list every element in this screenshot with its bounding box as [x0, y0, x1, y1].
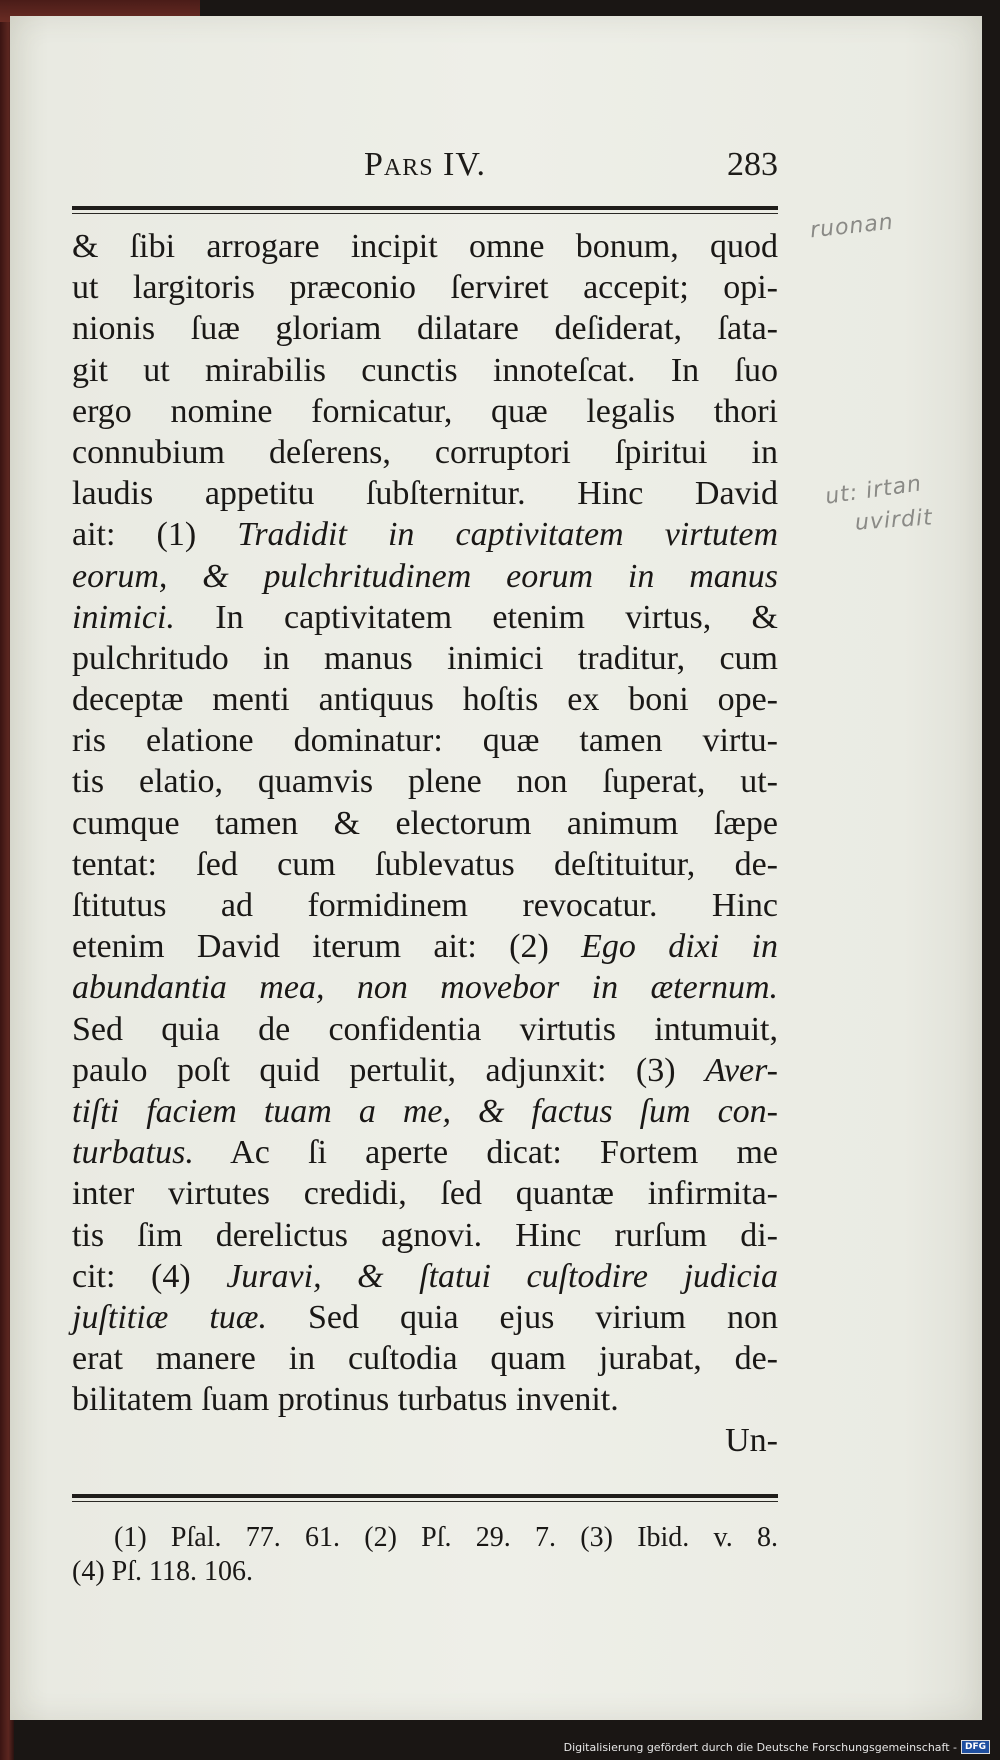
italic-quote: Juravi, & ſtatui cuſtodire judicia — [226, 1257, 779, 1295]
text-line — [72, 1420, 778, 1461]
text-line — [72, 1009, 778, 1050]
text-line — [72, 803, 778, 844]
header-rule — [72, 206, 778, 214]
text-run: cit: (4) — [72, 1257, 227, 1295]
body-text — [72, 226, 778, 1462]
text-run: etenim David iterum ait: (2) — [72, 928, 582, 966]
text-run: & ſibi arrogare incipit omne bonum, quod — [72, 228, 778, 265]
dfg-logo: DFG — [961, 1740, 990, 1754]
text-run: Sed quia ejus virium non — [267, 1298, 779, 1336]
digitization-credit — [564, 1740, 990, 1754]
credit-text: Digitalisierung gefördert durch die Deutsche Forschungsgemeinschaft - — [563, 1740, 957, 1754]
text-run: Un- — [725, 1422, 778, 1460]
text-line — [72, 432, 778, 473]
text-line — [72, 597, 778, 638]
text-run: Ac ſi aperte dicat: Fortem me — [193, 1134, 778, 1172]
text-run: ut largitoris præconio ſerviret accepit; opi- — [72, 269, 778, 307]
book-page — [10, 16, 982, 1720]
text-run: In captivitatem etenim virtus, & — [174, 598, 778, 636]
text-line — [72, 885, 778, 926]
text-run: tis ſim derelictus agnovi. Hinc rurſum di- — [72, 1216, 778, 1254]
text-run: connubium deſerens, corruptori ſpiritui in — [72, 433, 778, 471]
text-line — [72, 1050, 778, 1091]
text-line — [72, 761, 778, 802]
text-run: bilitatem ſuam protinus turbatus invenit. — [72, 1381, 619, 1419]
text-line — [72, 1338, 778, 1379]
text-line — [72, 1297, 778, 1338]
text-line — [72, 926, 778, 967]
text-line — [72, 1379, 778, 1420]
text-run: ſtitutus ad formidinem revocatur. Hinc — [72, 887, 778, 924]
text-line — [72, 844, 778, 885]
text-line — [72, 1256, 778, 1297]
text-run: tis elatio, quamvis plene non ſuperat, ut- — [72, 763, 778, 801]
text-run: ergo nomine fornicatur, quæ legalis thori — [72, 392, 778, 430]
text-line — [72, 638, 778, 679]
text-run: cumque tamen & electorum animum ſæpe — [72, 804, 778, 842]
italic-quote: Ego dixi in — [581, 928, 778, 966]
text-line — [72, 308, 778, 349]
footnotes — [72, 1521, 778, 1589]
text-run: nionis ſuæ gloriam dilatare deſiderat, ſata- — [72, 310, 778, 348]
text-run: pulchritudo in manus inimici traditur, cum — [72, 639, 778, 677]
italic-quote: tiſti faciem tuam a me, & factus ſum con- — [72, 1092, 778, 1130]
italic-quote: juſtitiæ tuæ. — [72, 1298, 267, 1336]
footnote-line: (4) Pſ. 118. 106. — [72, 1556, 253, 1587]
text-run: erat manere in cuſtodia quam jurabat, de- — [72, 1340, 778, 1378]
page-number: 283 — [727, 146, 778, 183]
text-run: ris elatione dominatur: quæ tamen virtu- — [72, 722, 778, 760]
text-line — [72, 267, 778, 308]
text-line — [72, 556, 778, 597]
text-line — [72, 1215, 778, 1256]
text-line — [72, 1132, 778, 1173]
text-line — [72, 1091, 778, 1132]
italic-quote: eorum, & pulchritudinem eorum in manus — [72, 557, 778, 595]
italic-quote: turbatus. — [72, 1134, 194, 1172]
text-line — [72, 350, 778, 391]
text-line — [72, 473, 778, 514]
text-line — [72, 1173, 778, 1214]
text-run: tentat: ſed cum ſublevatus deſtituitur, de- — [72, 845, 778, 883]
text-line — [72, 391, 778, 432]
text-line — [72, 679, 778, 720]
text-run: ait: (1) — [72, 516, 238, 554]
text-run: inter virtutes credidi, ſed quantæ infirmita- — [72, 1175, 778, 1213]
page-header — [72, 146, 778, 206]
text-run: Sed quia de confidentia virtutis intumuit, — [72, 1010, 778, 1048]
margin-annotation: ut: irtan — [823, 471, 924, 510]
running-head: Pars IV. — [363, 146, 487, 183]
italic-quote: Aver- — [705, 1051, 778, 1089]
text-run: paulo poſt quid pertulit, adjunxit: (3) — [72, 1051, 706, 1089]
text-run: deceptæ menti antiquus hoſtis ex boni ope- — [72, 681, 778, 719]
text-line — [72, 967, 778, 1008]
text-line — [72, 514, 778, 555]
footnote-rule — [72, 1494, 778, 1502]
text-run: git ut mirabilis cunctis innoteſcat. In ſuo — [72, 351, 778, 389]
italic-quote: Tradidit in captivitatem virtutem — [237, 516, 778, 554]
text-line — [72, 720, 778, 761]
italic-quote: inimici. — [72, 598, 175, 636]
margin-annotation: ruonan — [808, 209, 895, 244]
footnote-line: (1) Pſal. 77. 61. (2) Pſ. 29. 7. (3) Ibid. v. 8. — [114, 1522, 778, 1553]
margin-annotation: uvirdit — [854, 505, 934, 536]
text-line — [72, 226, 778, 267]
italic-quote: abundantia mea, non movebor in æternum. — [72, 969, 778, 1007]
text-run: laudis appetitu ſubſternitur. Hinc David — [72, 475, 778, 513]
